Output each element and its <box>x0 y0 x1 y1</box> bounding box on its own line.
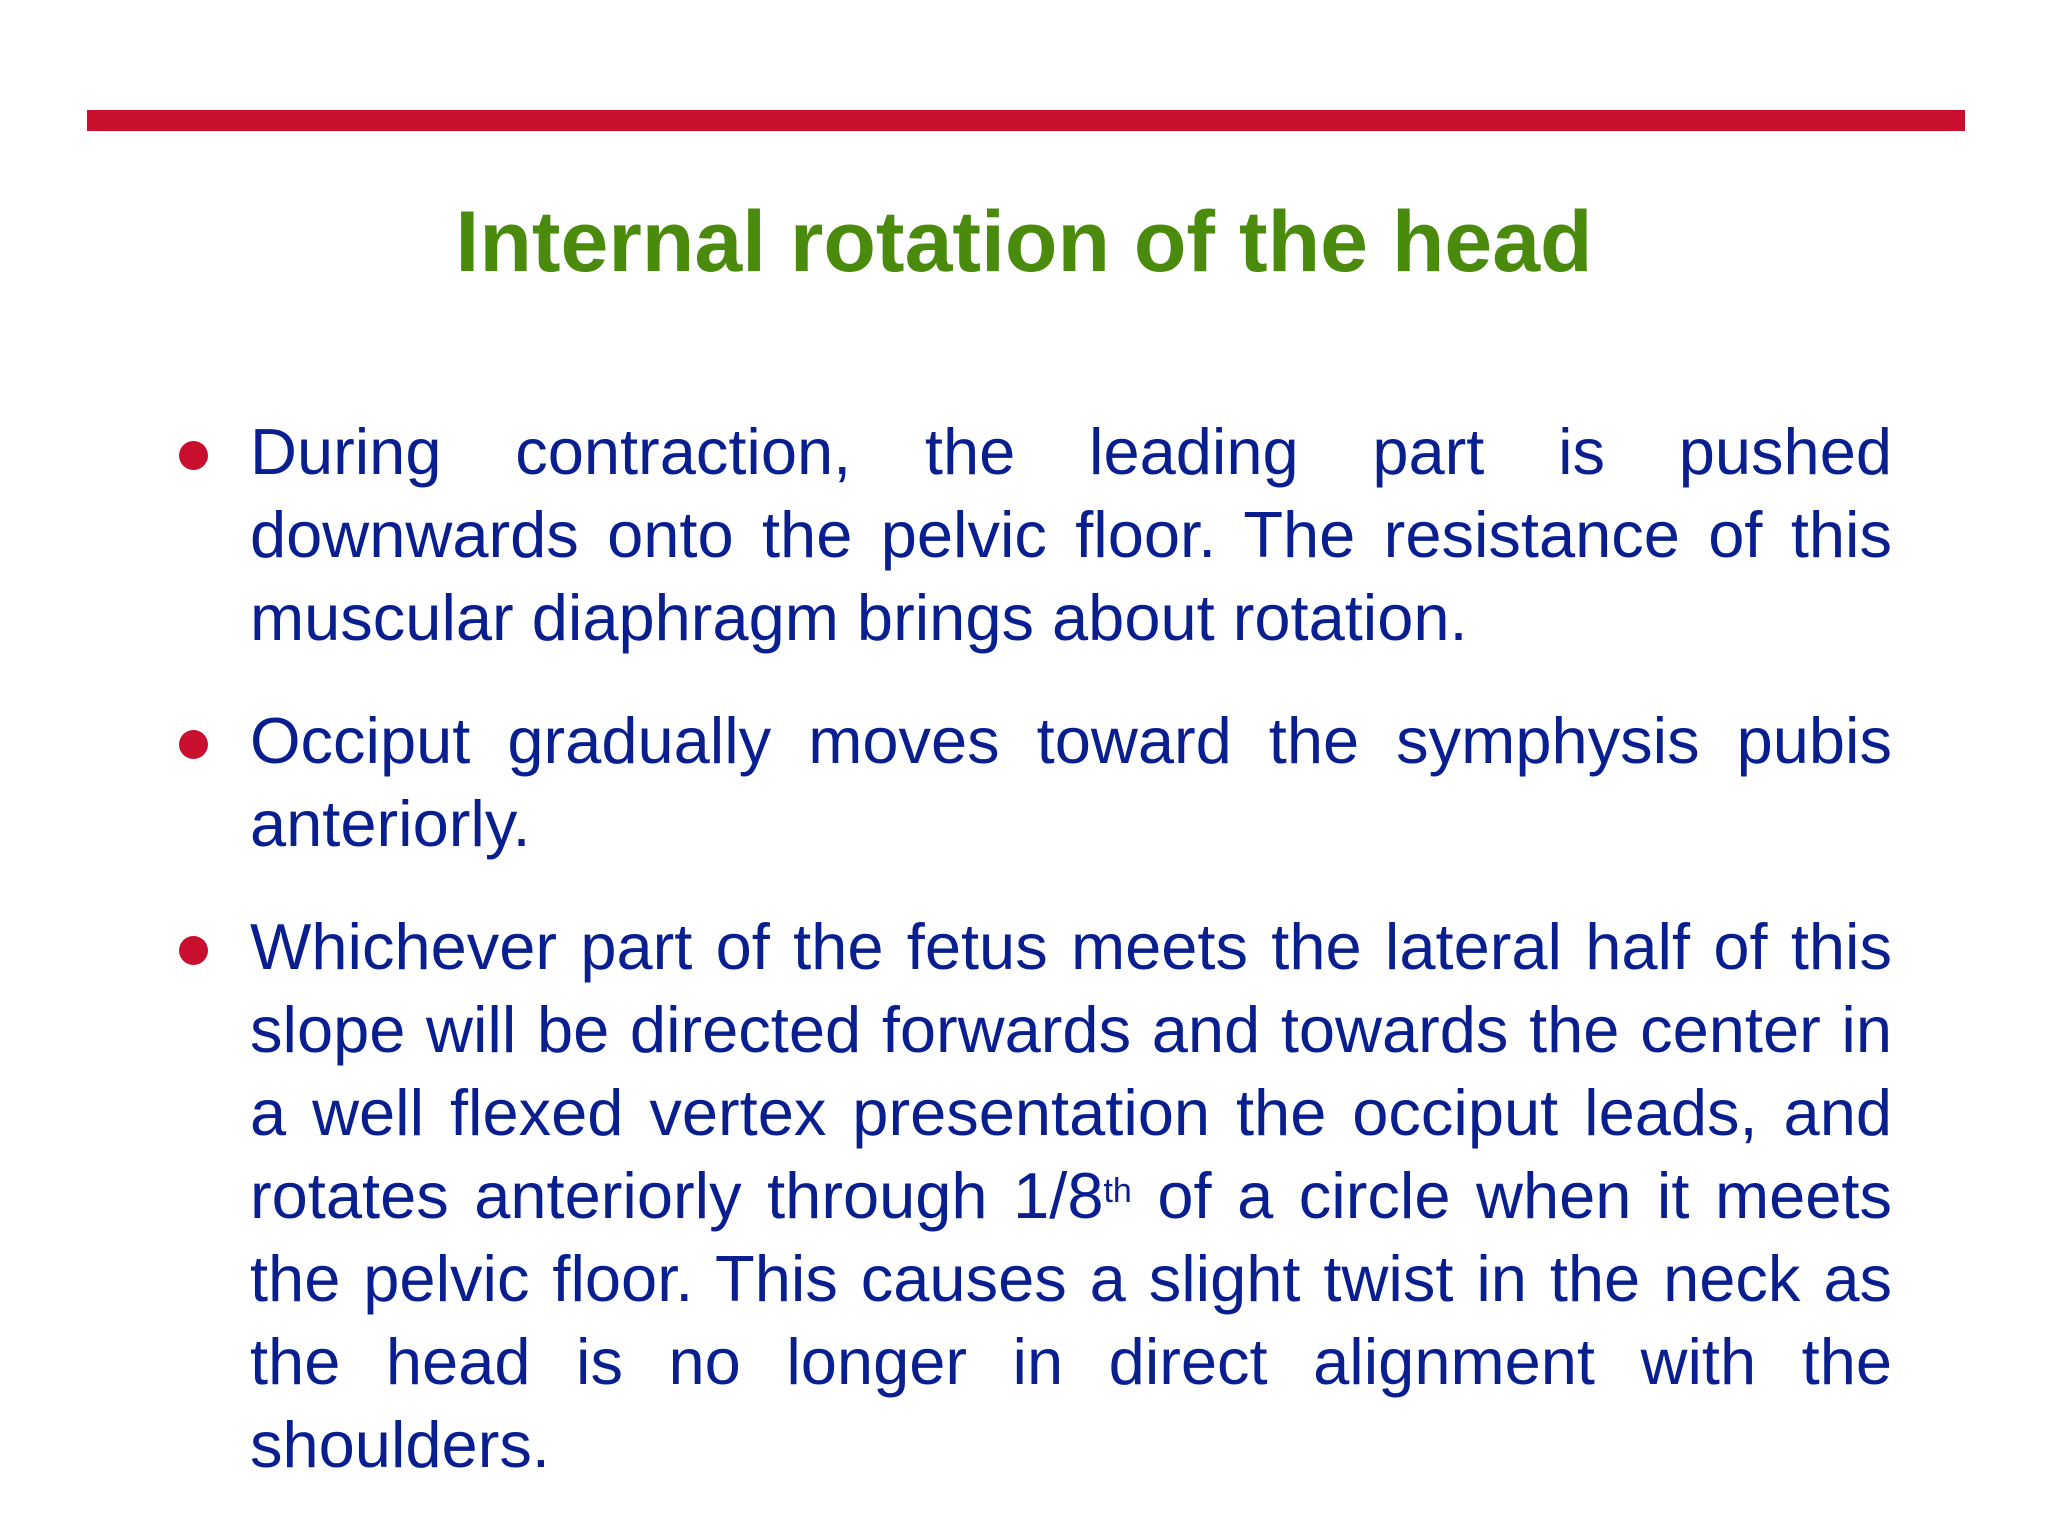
slide-title: Internal rotation of the head <box>455 194 1593 290</box>
bullet-text: Occiput gradually moves toward the symphysis pubis anteriorly. <box>250 704 1892 860</box>
bullet-text: During contraction, the leading part is pushed downwards onto the pelvic floor. The resistance of this muscular diaphragm brings about rotation. <box>250 415 1892 654</box>
bullet-text-before: Whichever part of the fetus meets the lateral half of this slope will be directed forwards and towards the center in a well flexed vertex presentation the occiput leads, and rotates anteriorly through 1/8 <box>250 910 1892 1232</box>
bullet-dot-icon <box>179 730 208 759</box>
bullet-item <box>250 905 1892 1486</box>
bullet-text-after: of a circle when it meets the pelvic floor. This causes a slight twist in the neck as the head is no longer in direct alignment with the shoulders. <box>250 1159 1892 1481</box>
bullet-list <box>250 410 1892 1526</box>
top-rule <box>87 110 1965 131</box>
bullet-item <box>250 699 1892 865</box>
ordinal-superscript: th <box>1103 1172 1132 1210</box>
bullet-dot-icon <box>179 936 208 965</box>
bullet-item <box>250 410 1892 659</box>
bullet-dot-icon <box>179 441 208 470</box>
